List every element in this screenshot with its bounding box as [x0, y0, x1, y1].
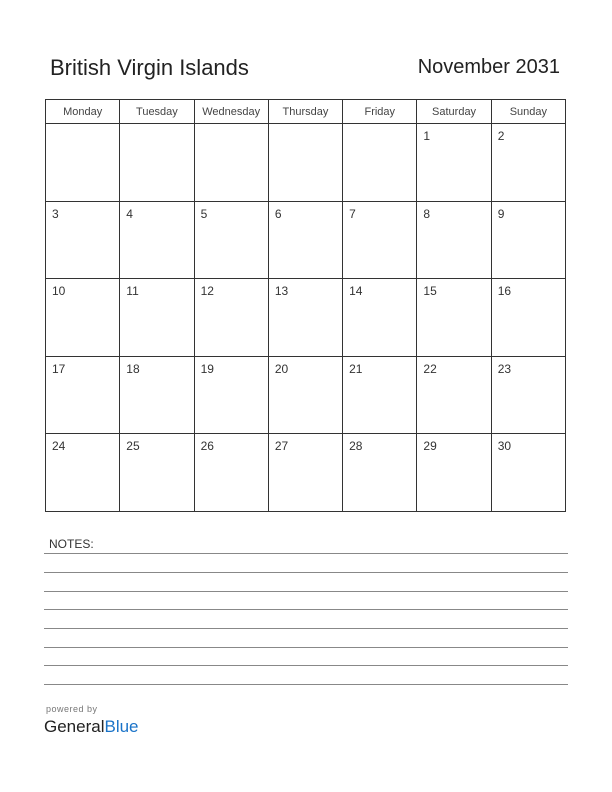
day-cell: [194, 124, 268, 202]
day-number: 30: [497, 439, 512, 454]
day-cell: [417, 279, 491, 357]
day-number: 25: [126, 439, 140, 454]
day-number: 19: [200, 361, 214, 376]
day-number: 27: [274, 439, 289, 454]
day-number: 9: [497, 206, 505, 221]
day-cell: [268, 201, 342, 279]
day-cell: [194, 434, 268, 512]
day-cell: [343, 201, 417, 279]
day-cell: [343, 356, 417, 434]
day-cell: [491, 434, 565, 512]
notes-line: [44, 609, 568, 610]
day-number: 2: [497, 129, 505, 143]
day-number: 8: [423, 206, 431, 221]
day-number: 29: [423, 439, 437, 454]
notes-line: [44, 553, 568, 554]
day-cell: [417, 434, 491, 512]
day-number: 12: [200, 284, 214, 299]
day-cell: [120, 201, 194, 279]
day-cell: [120, 356, 194, 434]
day-number: 4: [126, 206, 133, 221]
day-cell: [491, 124, 565, 202]
day-cell: [120, 124, 194, 202]
notes-line: [44, 647, 568, 648]
week-row: [46, 356, 566, 434]
day-number: 21: [349, 361, 363, 376]
notes-line: [44, 572, 568, 573]
day-number: [46, 124, 119, 129]
weekday-header: Wednesday: [194, 100, 268, 124]
weekday-header: Sunday: [491, 100, 565, 124]
day-cell: [194, 201, 268, 279]
day-number: 24: [52, 439, 66, 454]
day-number: 10: [52, 284, 66, 299]
day-cell: [343, 124, 417, 202]
day-number: [269, 124, 342, 129]
day-number: 6: [274, 206, 282, 221]
day-number: 28: [349, 439, 363, 454]
brand-blue-text: Blue: [104, 717, 139, 736]
day-number: 5: [200, 206, 208, 221]
day-number: [195, 124, 268, 129]
calendar-grid: [45, 99, 566, 512]
day-cell: [46, 434, 120, 512]
day-cell: [491, 356, 565, 434]
day-number: 13: [274, 284, 289, 299]
day-number: 7: [349, 206, 356, 221]
day-number: 26: [200, 439, 214, 454]
day-cell: [343, 434, 417, 512]
week-row: [46, 434, 566, 512]
day-cell: [120, 279, 194, 357]
day-cell: [46, 279, 120, 357]
day-number: [120, 124, 193, 129]
day-cell: [194, 356, 268, 434]
day-number: 1: [423, 129, 431, 143]
day-cell: [268, 124, 342, 202]
day-cell: [46, 201, 120, 279]
day-number: [343, 124, 416, 129]
day-cell: [120, 434, 194, 512]
day-cell: [417, 356, 491, 434]
week-row: [46, 279, 566, 357]
day-cell: [268, 356, 342, 434]
powered-by-label: powered by: [46, 704, 98, 714]
day-cell: [417, 124, 491, 202]
notes-line: [44, 684, 568, 685]
day-number: 20: [274, 361, 289, 376]
month-year-label: November 2031: [417, 56, 560, 78]
day-cell: [491, 279, 565, 357]
day-number: 15: [423, 284, 437, 299]
day-number: 22: [423, 361, 437, 376]
day-cell: [417, 201, 491, 279]
notes-line: [44, 665, 568, 666]
day-cell: [268, 279, 342, 357]
week-row: [46, 124, 566, 202]
day-number: 3: [52, 206, 59, 221]
weekday-header: Friday: [343, 100, 417, 124]
week-row: [46, 201, 566, 279]
day-number: 16: [497, 284, 512, 299]
brand-general-text: General: [44, 717, 105, 736]
notes-label: NOTES:: [49, 537, 94, 551]
day-number: 23: [497, 361, 512, 376]
generalblue-logo: [44, 717, 139, 737]
day-cell: [268, 434, 342, 512]
weekday-header: Saturday: [417, 100, 491, 124]
day-number: 17: [52, 361, 66, 376]
day-cell: [46, 356, 120, 434]
day-cell: [343, 279, 417, 357]
weekday-header-row: [46, 100, 566, 124]
weekday-header: Tuesday: [120, 100, 194, 124]
day-cell: [46, 124, 120, 202]
day-cell: [194, 279, 268, 357]
weekday-header: Thursday: [268, 100, 342, 124]
day-number: 14: [349, 284, 363, 299]
day-number: 11: [126, 284, 139, 299]
day-number: 18: [126, 361, 140, 376]
notes-line: [44, 628, 568, 629]
calendar-title: British Virgin Islands: [50, 55, 249, 80]
day-cell: [491, 201, 565, 279]
notes-line: [44, 591, 568, 592]
weekday-header: Monday: [46, 100, 120, 124]
